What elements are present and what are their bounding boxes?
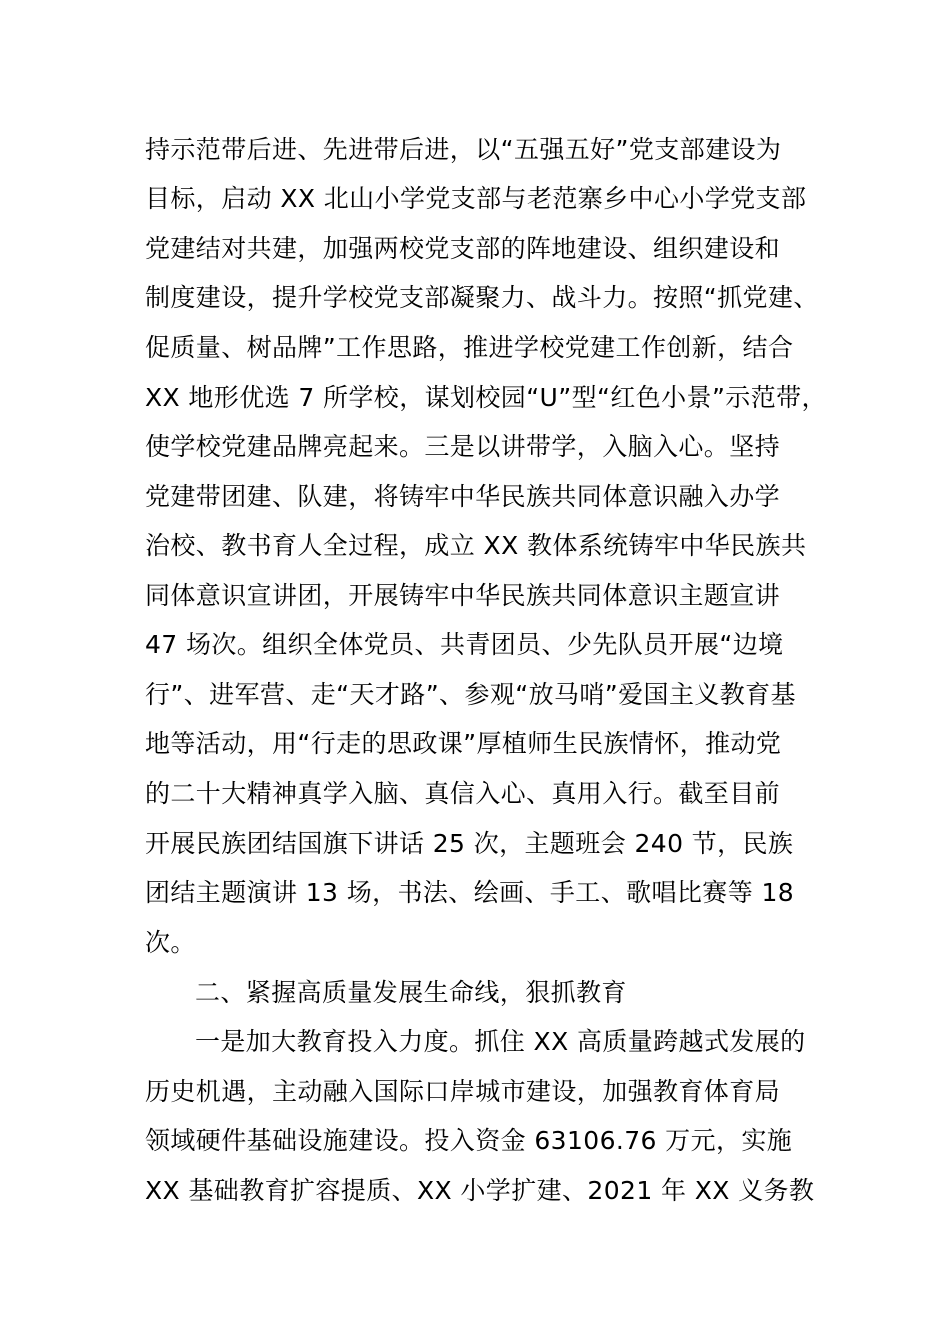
text-line: 47 场次。组织全体党员、共青团员、少先队员开展“边境 bbox=[145, 630, 784, 659]
text-line: 持示范带后进、先进带后进，以“五强五好”党支部建设为 bbox=[145, 135, 782, 164]
text-line: 的二十大精神真学入脑、真信入心、真用入行。截至目前 bbox=[145, 779, 781, 808]
text-line: 使学校党建品牌亮起来。三是以讲带学，入脑入心。坚持 bbox=[145, 432, 781, 461]
text-line: 党建结对共建，加强两校党支部的阵地建设、组织建设和 bbox=[145, 234, 781, 263]
section-heading: 二、紧握高质量发展生命线，狠抓教育 bbox=[195, 978, 627, 1007]
text-line: XX 基础教育扩容提质、XX 小学扩建、2021 年 XX 义务教 bbox=[145, 1176, 815, 1205]
text-line: 团结主题演讲 13 场，书法、绘画、手工、歌唱比赛等 18 bbox=[145, 878, 795, 907]
text-line: 制度建设，提升学校党支部凝聚力、战斗力。按照“抓党建、 bbox=[145, 283, 819, 312]
text-line: 党建带团建、队建，将铸牢中华民族共同体意识融入办学 bbox=[145, 482, 781, 511]
text-line: 目标，启动 XX 北山小学党支部与老范寨乡中心小学党支部 bbox=[145, 184, 807, 213]
text-line: 开展民族团结国旗下讲话 25 次，主题班会 240 节，民族 bbox=[145, 829, 794, 858]
text-line: 地等活动，用“行走的思政课”厚植师生民族情怀，推动党 bbox=[145, 729, 782, 758]
paragraph-first-line: 一是加大教育投入力度。抓住 XX 高质量跨越式发展的 bbox=[195, 1027, 806, 1056]
text-line: 治校、教书育人全过程，成立 XX 教体系统铸牢中华民族共 bbox=[145, 531, 807, 560]
text-line: 同体意识宣讲团，开展铸牢中华民族共同体意识主题宣讲 bbox=[145, 581, 781, 610]
text-line: XX 地形优选 7 所学校，谋划校园“U”型“红色小景”示范带， bbox=[145, 383, 827, 412]
text-line: 行”、进军营、走“天才路”、参观“放马哨”爱国主义教育基 bbox=[145, 680, 796, 709]
text-line: 领域硬件基础设施建设。投入资金 63106.76 万元，实施 bbox=[145, 1126, 793, 1155]
text-line: 次。 bbox=[145, 928, 196, 957]
text-line: 历史机遇，主动融入国际口岸城市建设，加强教育体育局 bbox=[145, 1077, 781, 1106]
text-line: 促质量、树品牌”工作思路，推进学校党建工作创新，结合 bbox=[145, 333, 794, 362]
